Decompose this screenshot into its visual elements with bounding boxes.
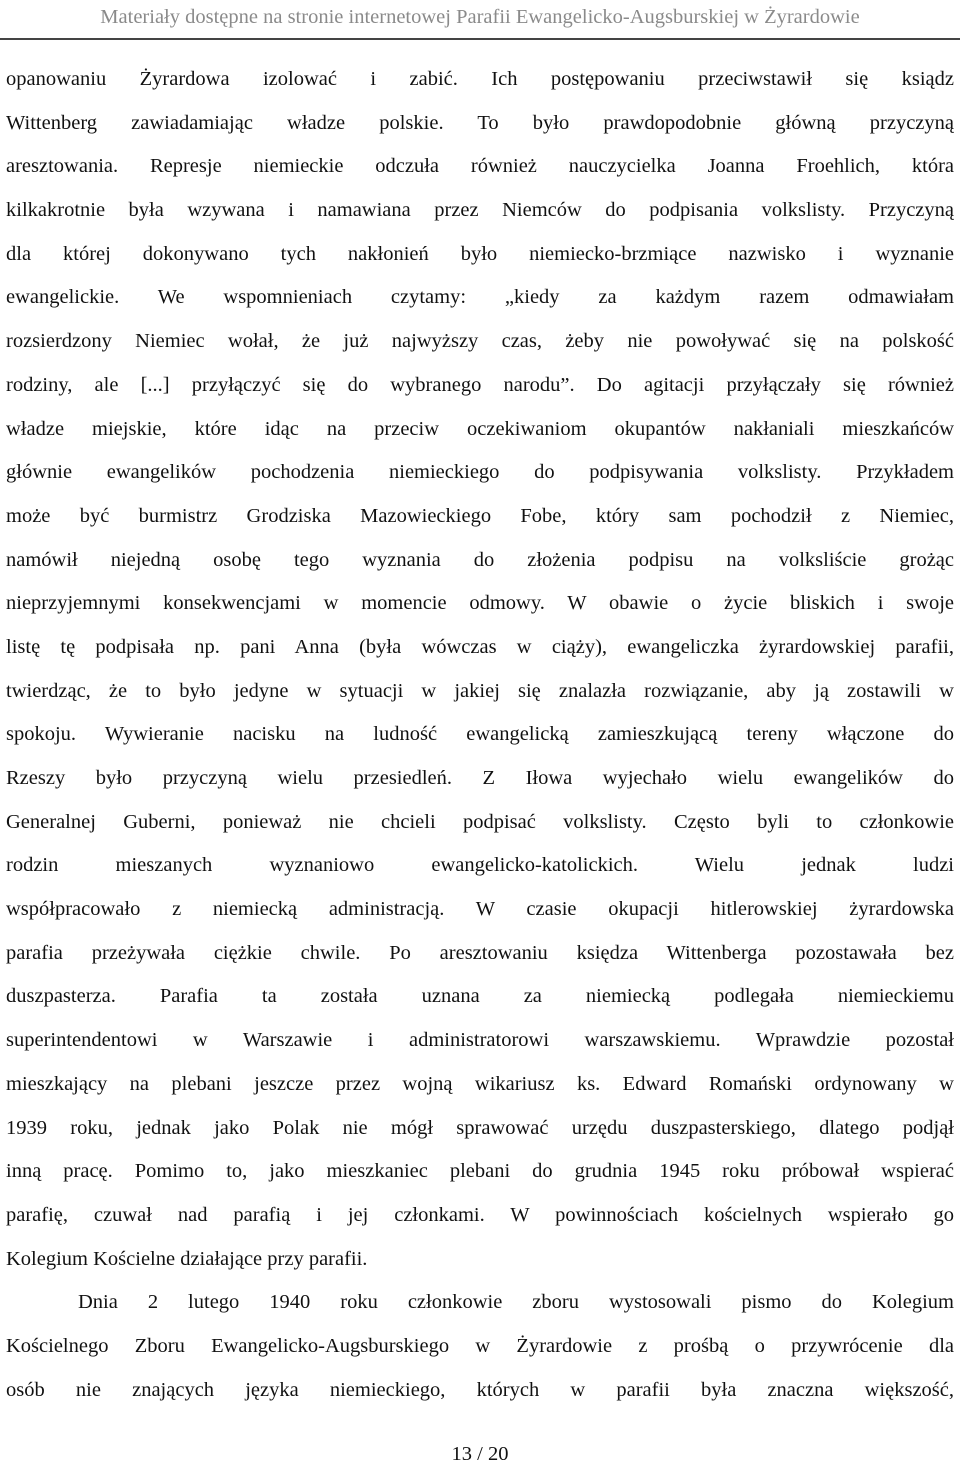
document-body bbox=[6, 58, 954, 1412]
paragraph-2 bbox=[6, 1281, 954, 1412]
text-line: osób nie znających języka niemieckiego, których w parafii była znaczna większość, bbox=[6, 1378, 954, 1401]
text-line: głównie ewangelików pochodzenia niemieckiego do podpisywania volkslisty. Przykładem bbox=[6, 461, 954, 484]
text-line: namówił niejedną osobę tego wyznania do złożenia podpisu na volksliście grożąc bbox=[6, 548, 954, 571]
page-number: 13 / 20 bbox=[451, 1443, 509, 1465]
text-line: inną pracę. Pomimo to, jako mieszkaniec plebani do grudnia 1945 roku próbował wspierać bbox=[6, 1160, 954, 1183]
text-line: Dnia 2 lutego 1940 roku członkowie zboru wystosowali pismo do Kolegium bbox=[78, 1291, 954, 1314]
text-line: dla której dokonywano tych nakłonień było niemiecko-brzmiące nazwisko i wyznanie bbox=[6, 242, 954, 265]
text-line: spokoju. Wywieranie nacisku na ludność ewangelicką zamieszkującą tereny włączone do bbox=[6, 723, 954, 746]
text-line: nieprzyjemnymi konsekwencjami w momencie odmowy. W obawie o życie bliskich i swoje bbox=[6, 592, 954, 615]
text-line: parafię, czuwał nad parafią i jej członkami. W powinnościach kościelnych wspierało go bbox=[6, 1203, 954, 1226]
text-line: 1939 roku, jednak jako Polak nie mógł sprawować urzędu duszpasterskiego, dlatego podjął bbox=[6, 1116, 954, 1139]
text-line: listę tę podpisała np. pani Anna (była wówczas w ciąży), ewangeliczka żyrardowskiej parafii, bbox=[6, 635, 954, 658]
text-line: może być burmistrz Grodziska Mazowieckiego Fobe, który sam pochodził z Niemiec, bbox=[6, 504, 954, 527]
text-line: superintendentowi w Warszawie i administratorowi warszawskiemu. Wprawdzie pozostał bbox=[6, 1029, 954, 1052]
text-line: ewangelickie. We wspomnieniach czytamy: „kiedy za każdym razem odmawiałam bbox=[6, 286, 954, 309]
paragraph-1 bbox=[6, 58, 954, 1281]
text-line: władze miejskie, które idąc na przeciw oczekiwaniom okupantów nakłaniali mieszkańców bbox=[6, 417, 954, 440]
text-line: twierdząc, że to było jedyne w sytuacji w jakiej się znalazła rozwiązanie, aby ją zostawili w bbox=[6, 679, 954, 702]
text-line: rozsierdzony Niemiec wołał, że już najwyższy czas, żeby nie powoływać się na polskość bbox=[6, 330, 954, 353]
text-line: rodziny, ale [...] przyłączyć się do wybranego narodu”. Do agitacji przyłączały się również bbox=[6, 373, 954, 396]
text-line: współpracowało z niemiecką administracją. W czasie okupacji hitlerowskiej żyrardowska bbox=[6, 898, 954, 921]
text-line: Rzeszy było przyczyną wielu przesiedleń. Z Iłowa wyjechało wielu ewangelików do bbox=[6, 767, 954, 789]
text-line: Kościelnego Zboru Ewangelicko-Augsburskiego w Żyrardowie z prośbą o przywrócenie dla bbox=[6, 1334, 954, 1357]
text-line: Kolegium Kościelne działające przy parafii. bbox=[6, 1247, 368, 1270]
text-line: rodzin mieszanych wyznaniowo ewangelicko-katolickich. Wielu jednak ludzi bbox=[6, 854, 954, 877]
text-line: parafia przeżywała ciężkie chwile. Po aresztowaniu księdza Wittenberga pozostawała bez bbox=[6, 941, 954, 964]
text-line: duszpasterza. Parafia ta została uznana za niemiecką podlegała niemieckiemu bbox=[6, 985, 954, 1008]
text-line: opanowaniu Żyrardowa izolować i zabić. Ich postępowaniu przeciwstawił się ksiądz bbox=[6, 68, 954, 90]
header-divider bbox=[0, 38, 960, 40]
text-line: aresztowania. Represje niemieckie odczuła również nauczycielka Joanna Froehlich, która bbox=[6, 155, 954, 178]
text-line: Wittenberg zawiadamiając władze polskie. To było prawdopodobnie główną przyczyną bbox=[6, 111, 954, 134]
text-line: kilkakrotnie była wzywana i namawiana przez Niemców do podpisania volkslisty. Przyczyną bbox=[6, 199, 954, 222]
page-header: Materiały dostępne na stronie internetowej Parafii Ewangelicko-Augsburskiej w Żyrardowie bbox=[100, 6, 860, 28]
text-line: mieszkający na plebani jeszcze przez wojną wikariusz ks. Edward Romański ordynowany w bbox=[6, 1072, 954, 1095]
text-line: Generalnej Guberni, ponieważ nie chcieli podpisać volkslisty. Często byli to członkowie bbox=[6, 810, 954, 833]
